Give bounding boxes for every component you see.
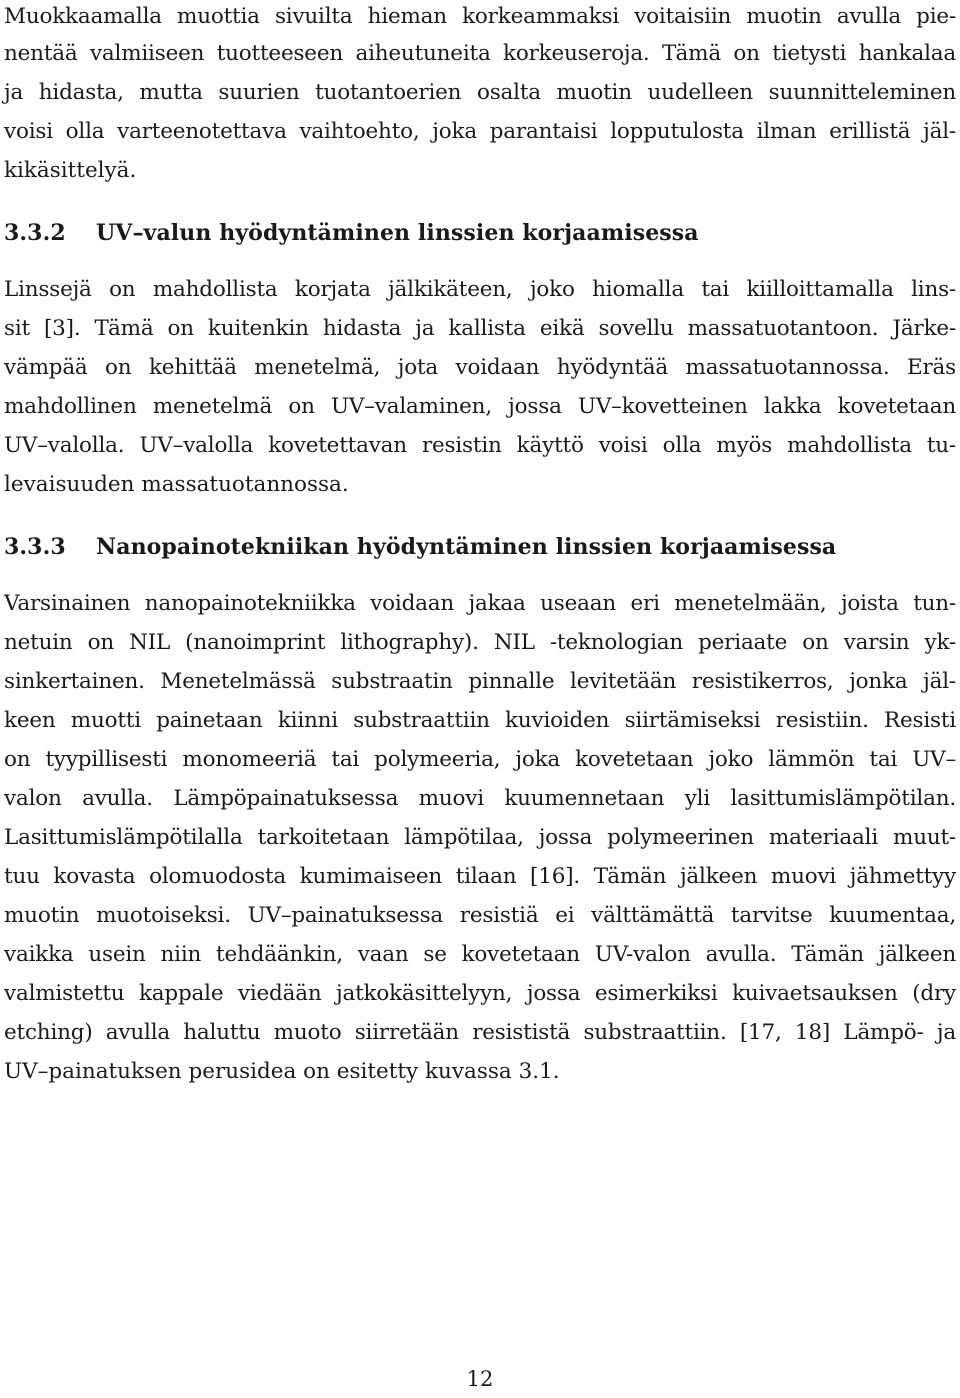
section-333-line-2: netuin on NIL (nanoimprint lithography). NIL -teknologian periaate on varsin yk- xyxy=(4,630,956,655)
intro-line-1: Muokkaamalla muottia sivuilta hieman korkeammaksi voitaisiin muotin avulla pie- xyxy=(4,4,956,29)
section-333-line-9: muotin muotoiseksi. UV–painatuksessa resistiä ei välttämättä tarvitse kuumentaa, xyxy=(4,903,956,928)
section-333-line-10: vaikka usein niin tehdäänkin, vaan se kovetetaan UV-valon avulla. Tämän jälkeen xyxy=(4,942,956,967)
section-332-heading xyxy=(4,214,699,252)
intro-line-5: kikäsittelyä. xyxy=(4,158,137,183)
section-333-line-7: Lasittumislämpötilalla tarkoitetaan lämpötilaa, jossa polymeerinen materiaali muut- xyxy=(4,825,956,850)
section-333-line-13: UV–painatuksen perusidea on esitetty kuvassa 3.1. xyxy=(4,1059,560,1084)
section-332-title: UV–valun hyödyntäminen linssien korjaamisessa xyxy=(96,220,699,246)
section-333-line-11: valmistettu kappale viedään jatkokäsittelyyn, jossa esimerkiksi kuivaetsauksen (dry xyxy=(4,981,956,1006)
section-333-line-3: sinkertainen. Menetelmässä substraatin pinnalle levitetään resistikerros, jonka jäl- xyxy=(4,669,956,694)
intro-line-3: ja hidasta, mutta suurien tuotantoerien osalta muotin uudelleen suunnitteleminen xyxy=(4,80,956,105)
section-333-line-5: on tyypillisesti monomeeriä tai polymeeria, joka kovetetaan joko lämmön tai UV– xyxy=(4,747,956,772)
page-number: 12 xyxy=(466,1367,494,1391)
section-332-line-5: UV–valolla. UV–valolla kovetettavan resistin käyttö voisi olla myös mahdollista tu- xyxy=(4,433,956,458)
section-333-line-8: tuu kovasta olomuodosta kumimaiseen tilaan [16]. Tämän jälkeen muovi jähmettyy xyxy=(4,864,956,889)
section-333-line-6: valon avulla. Lämpöpainatuksessa muovi kuumennetaan yli lasittumislämpötilan. xyxy=(4,786,956,811)
intro-line-4: voisi olla varteenotettava vaihtoehto, joka parantaisi lopputulosta ilman erillistä jäl- xyxy=(4,119,956,144)
section-332-line-6: levaisuuden massatuotannossa. xyxy=(4,472,349,497)
section-332-line-1: Linssejä on mahdollista korjata jälkikäteen, joko hiomalla tai kiilloittamalla lins- xyxy=(4,277,956,302)
section-332-line-2: sit [3]. Tämä on kuitenkin hidasta ja kallista eikä sovellu massatuotantoon. Järke- xyxy=(4,316,956,341)
section-333-line-4: keen muotti painetaan kiinni substraattiin kuvioiden siirtämiseksi resistiin. Resisti xyxy=(4,708,956,733)
section-333-heading xyxy=(4,528,836,566)
section-333-number: 3.3.3 xyxy=(4,534,66,560)
section-333-line-12: etching) avulla haluttu muoto siirretään resististä substraattiin. [17, 18] Lämpö- ja xyxy=(4,1020,956,1045)
section-332-number: 3.3.2 xyxy=(4,220,66,246)
intro-line-2: nentää valmiiseen tuotteeseen aiheutuneita korkeuseroja. Tämä on tietysti hankalaa xyxy=(4,41,956,66)
section-333-line-1: Varsinainen nanopainotekniikka voidaan jakaa useaan eri menetelmään, joista tun- xyxy=(4,591,956,616)
section-332-line-3: vämpää on kehittää menetelmä, jota voidaan hyödyntää massatuotannossa. Eräs xyxy=(4,355,956,380)
section-332-line-4: mahdollinen menetelmä on UV–valaminen, jossa UV–kovetteinen lakka kovetetaan xyxy=(4,394,956,419)
section-333-title: Nanopainotekniikan hyödyntäminen linssien korjaamisessa xyxy=(96,534,837,560)
